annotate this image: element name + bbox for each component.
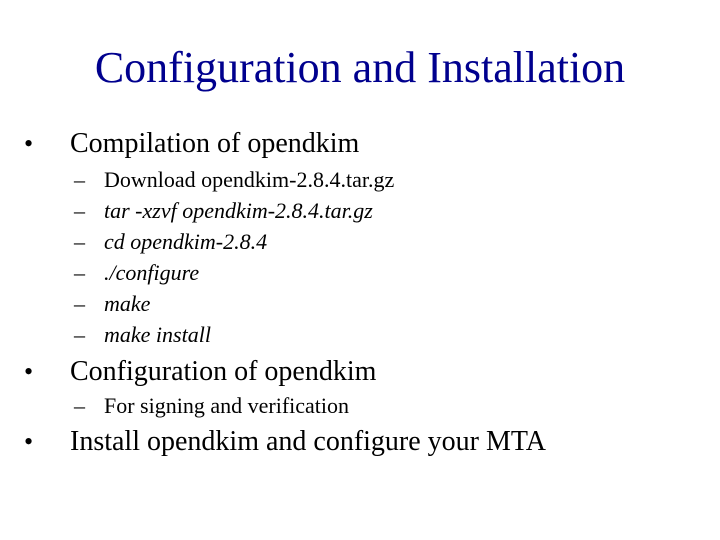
sub-item-make: [74, 290, 150, 318]
sub-item-text: tar -xzvf opendkim-2.8.4.tar.gz: [104, 198, 373, 223]
bullet-text: Configuration of opendkim: [70, 356, 377, 387]
bullet-item-compilation: [24, 127, 359, 161]
sub-item-cd: [74, 228, 267, 256]
sub-item-text: Download opendkim-2.8.4.tar.gz: [104, 167, 395, 192]
sub-item-text: cd opendkim-2.8.4: [104, 229, 268, 254]
bullet-icon: •: [24, 129, 34, 158]
sub-item-tar: [74, 197, 373, 225]
dash-icon: –: [74, 291, 85, 316]
sub-item-download: [74, 166, 394, 194]
dash-icon: –: [74, 229, 85, 254]
bullet-icon: •: [24, 427, 34, 456]
dash-icon: –: [74, 167, 85, 192]
dash-icon: –: [74, 260, 85, 285]
bullet-item-configuration: [24, 355, 376, 389]
sub-item-text: make install: [104, 322, 211, 347]
sub-item-text: ./configure: [104, 260, 200, 285]
dash-icon: –: [74, 393, 85, 418]
bullet-text: Compilation of opendkim: [70, 128, 360, 159]
sub-item-text: make: [104, 291, 151, 316]
bullet-icon: •: [24, 357, 34, 386]
sub-item-make-install: [74, 321, 211, 349]
sub-item-configure: [74, 259, 199, 287]
bullet-item-install: [24, 425, 546, 459]
slide-title: Configuration and Installation: [94, 43, 626, 92]
bullet-text: Install opendkim and configure your MTA: [70, 426, 546, 457]
dash-icon: –: [74, 322, 85, 347]
sub-item-signing: [74, 392, 349, 420]
dash-icon: –: [74, 198, 85, 223]
sub-item-text: For signing and verification: [104, 393, 350, 418]
